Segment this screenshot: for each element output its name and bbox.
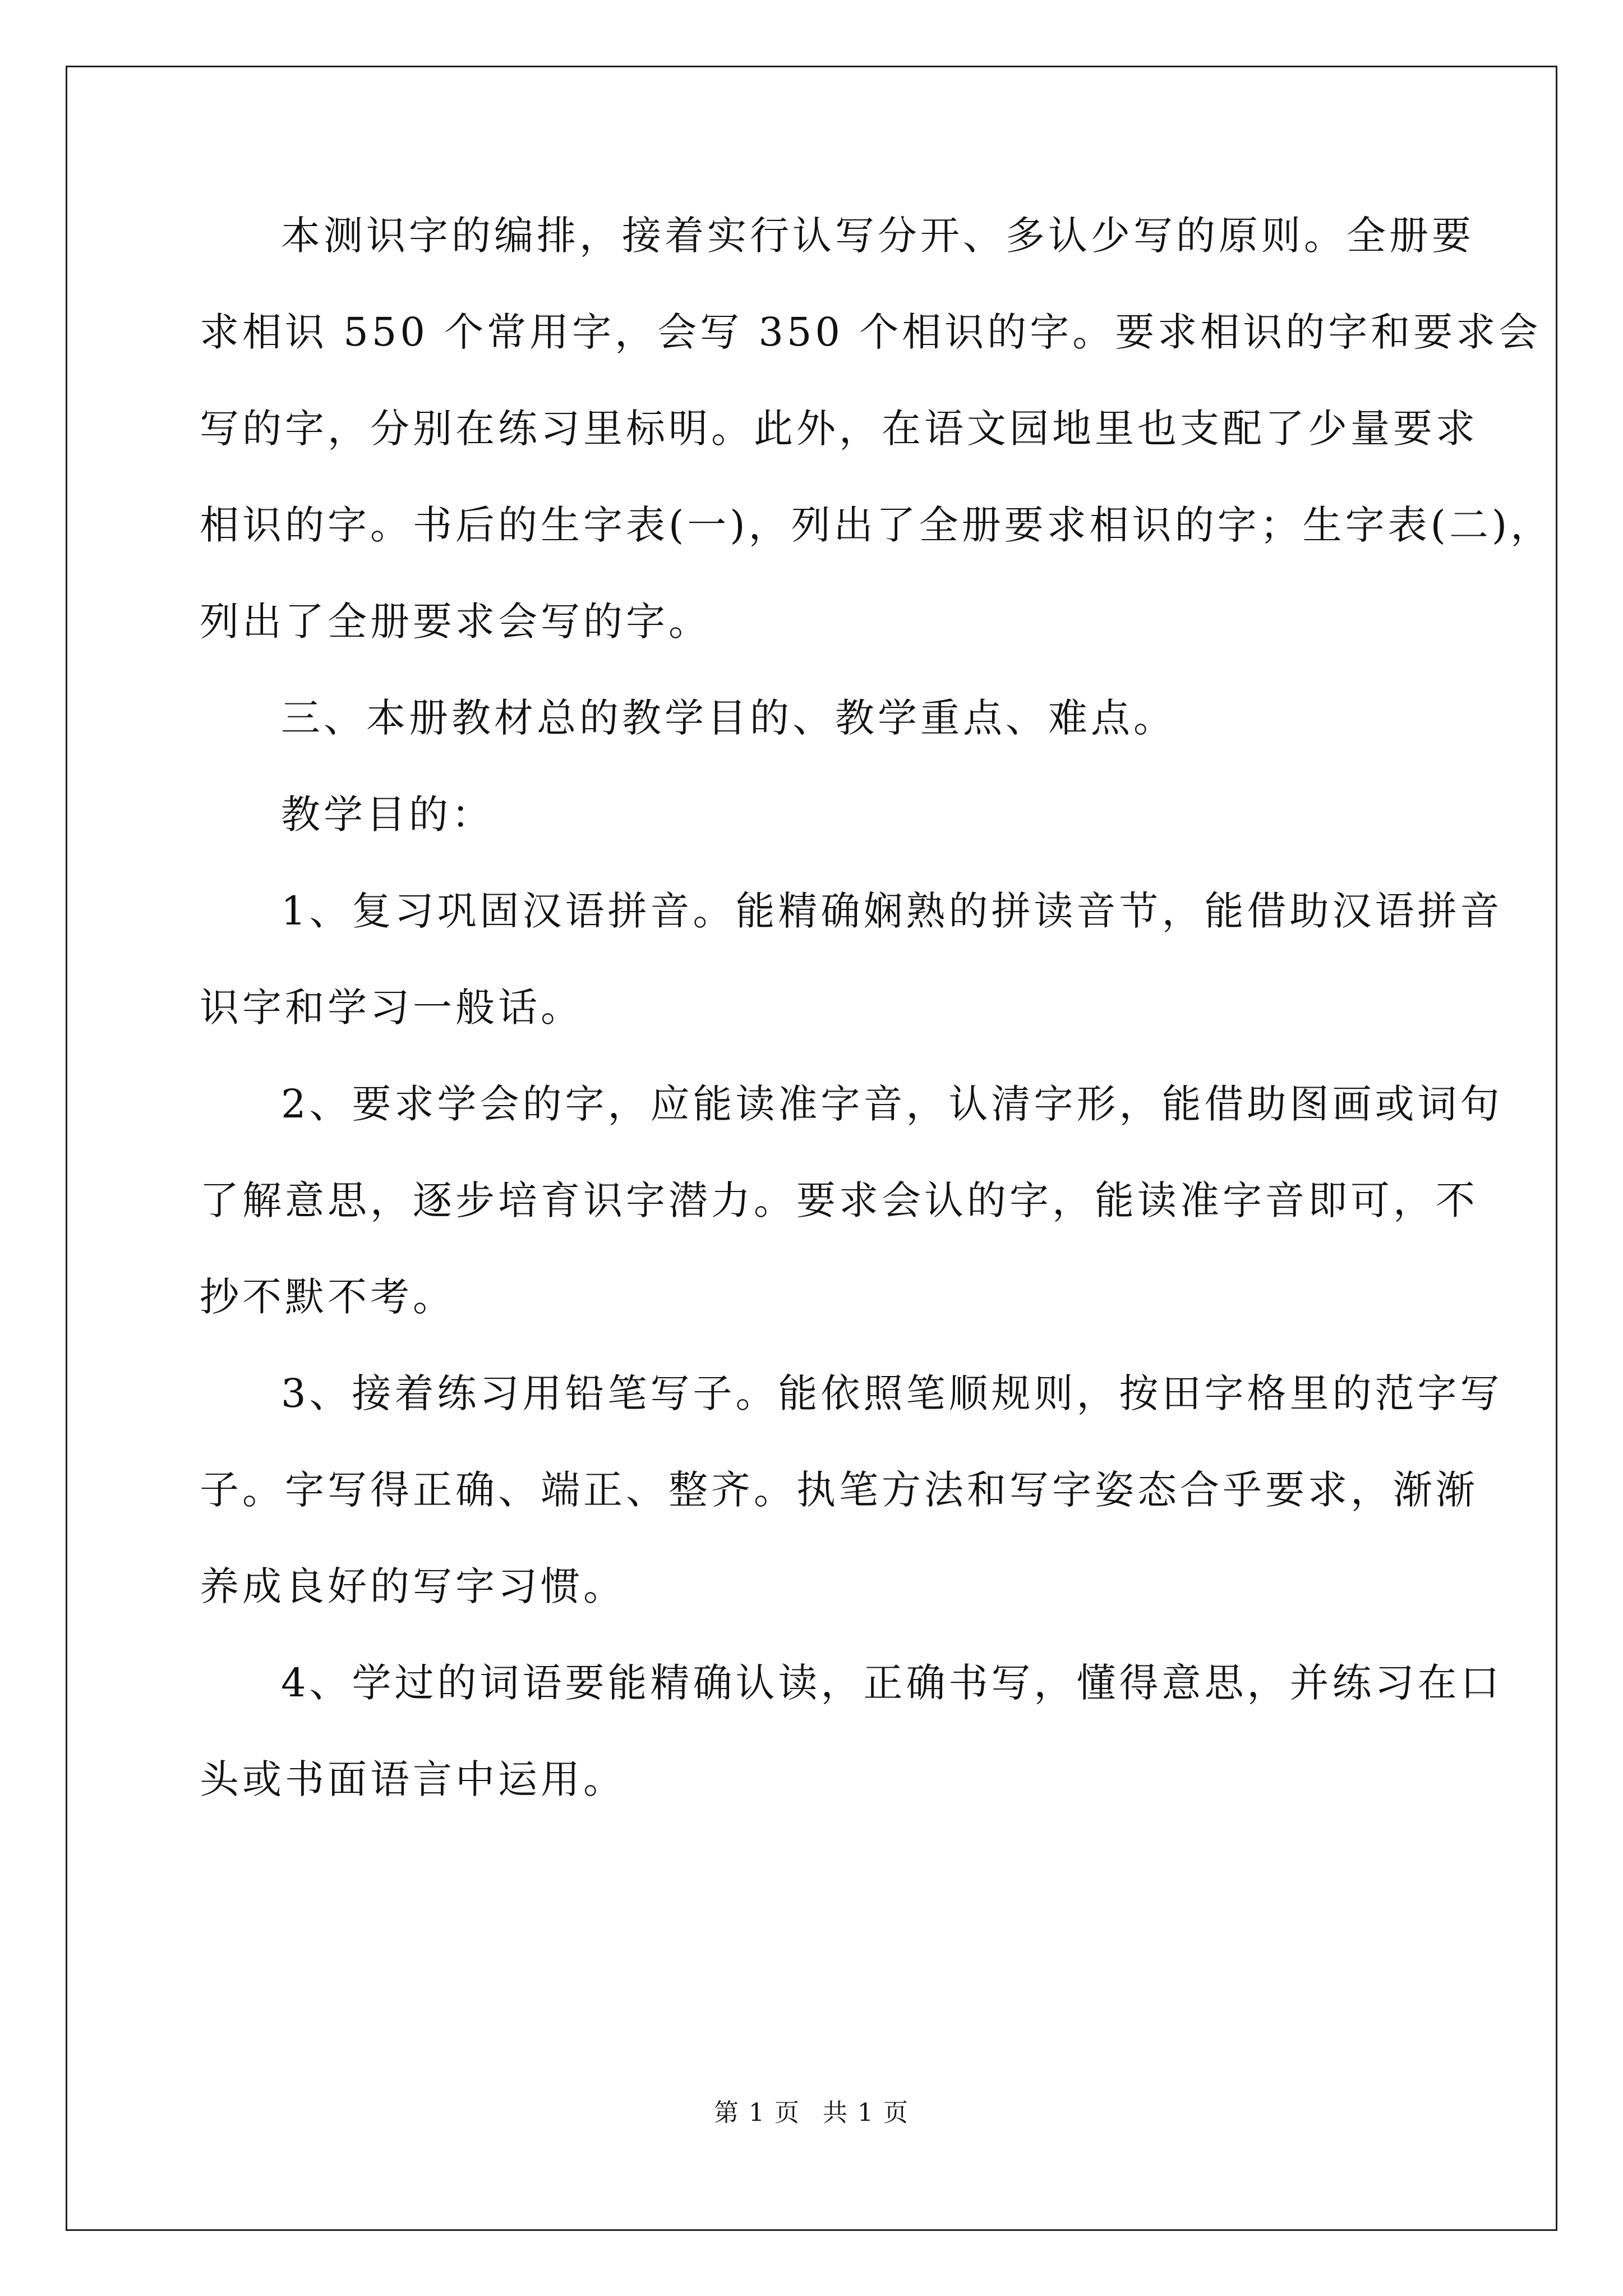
page-number: 第 1 页 bbox=[714, 2099, 800, 2127]
paragraph-line: 子。字写得正确、端正、整齐。执笔方法和写字姿态合乎要求，渐渐 bbox=[200, 1467, 1478, 1513]
paragraph-line: 写的字，分别在练习里标明。此外，在语文园地里也支配了少量要求 bbox=[200, 406, 1478, 452]
paragraph-line: 2、要求学会的字，应能读准字音，认清字形，能借助图画或词句 bbox=[281, 1081, 1503, 1127]
paragraph-line: 列出了全册要求会写的字。 bbox=[200, 599, 711, 645]
paragraph-line: 相识的字。书后的生字表(一)，列出了全册要求相识的字；生字表(二)， bbox=[200, 502, 1553, 548]
paragraph-line: 本测识字的编排，接着实行认写分开、多认少写的原则。全册要 bbox=[281, 213, 1474, 259]
paragraph-line: 识字和学习一般话。 bbox=[200, 984, 583, 1030]
page-border bbox=[66, 66, 1557, 2231]
page-total: 共 1 页 bbox=[823, 2099, 909, 2127]
paragraph-line: 1、复习巩固汉语拼音。能精确娴熟的拼读音节，能借助汉语拼音 bbox=[281, 888, 1503, 934]
paragraph-line: 抄不默不考。 bbox=[200, 1274, 455, 1320]
subheading: 教学目的： bbox=[281, 792, 494, 838]
paragraph-line: 求相识 550 个常用字，会写 350 个相识的字。要求相识的字和要求会 bbox=[200, 309, 1542, 355]
paragraph-line: 头或书面语言中运用。 bbox=[200, 1756, 626, 1802]
paragraph-line: 了解意思，逐步培育识字潜力。要求会认的字，能读准字音即可，不 bbox=[200, 1177, 1478, 1223]
page-footer bbox=[0, 2092, 1623, 2128]
paragraph-line: 3、接着练习用铅笔写子。能依照笔顺规则，按田字格里的范字写 bbox=[281, 1370, 1503, 1416]
paragraph-line: 4、学过的词语要能精确认读，正确书写，懂得意思，并练习在口 bbox=[281, 1660, 1503, 1706]
section-heading: 三、本册教材总的教学目的、教学重点、难点。 bbox=[281, 695, 1176, 741]
paragraph-line: 养成良好的写字习惯。 bbox=[200, 1563, 626, 1609]
